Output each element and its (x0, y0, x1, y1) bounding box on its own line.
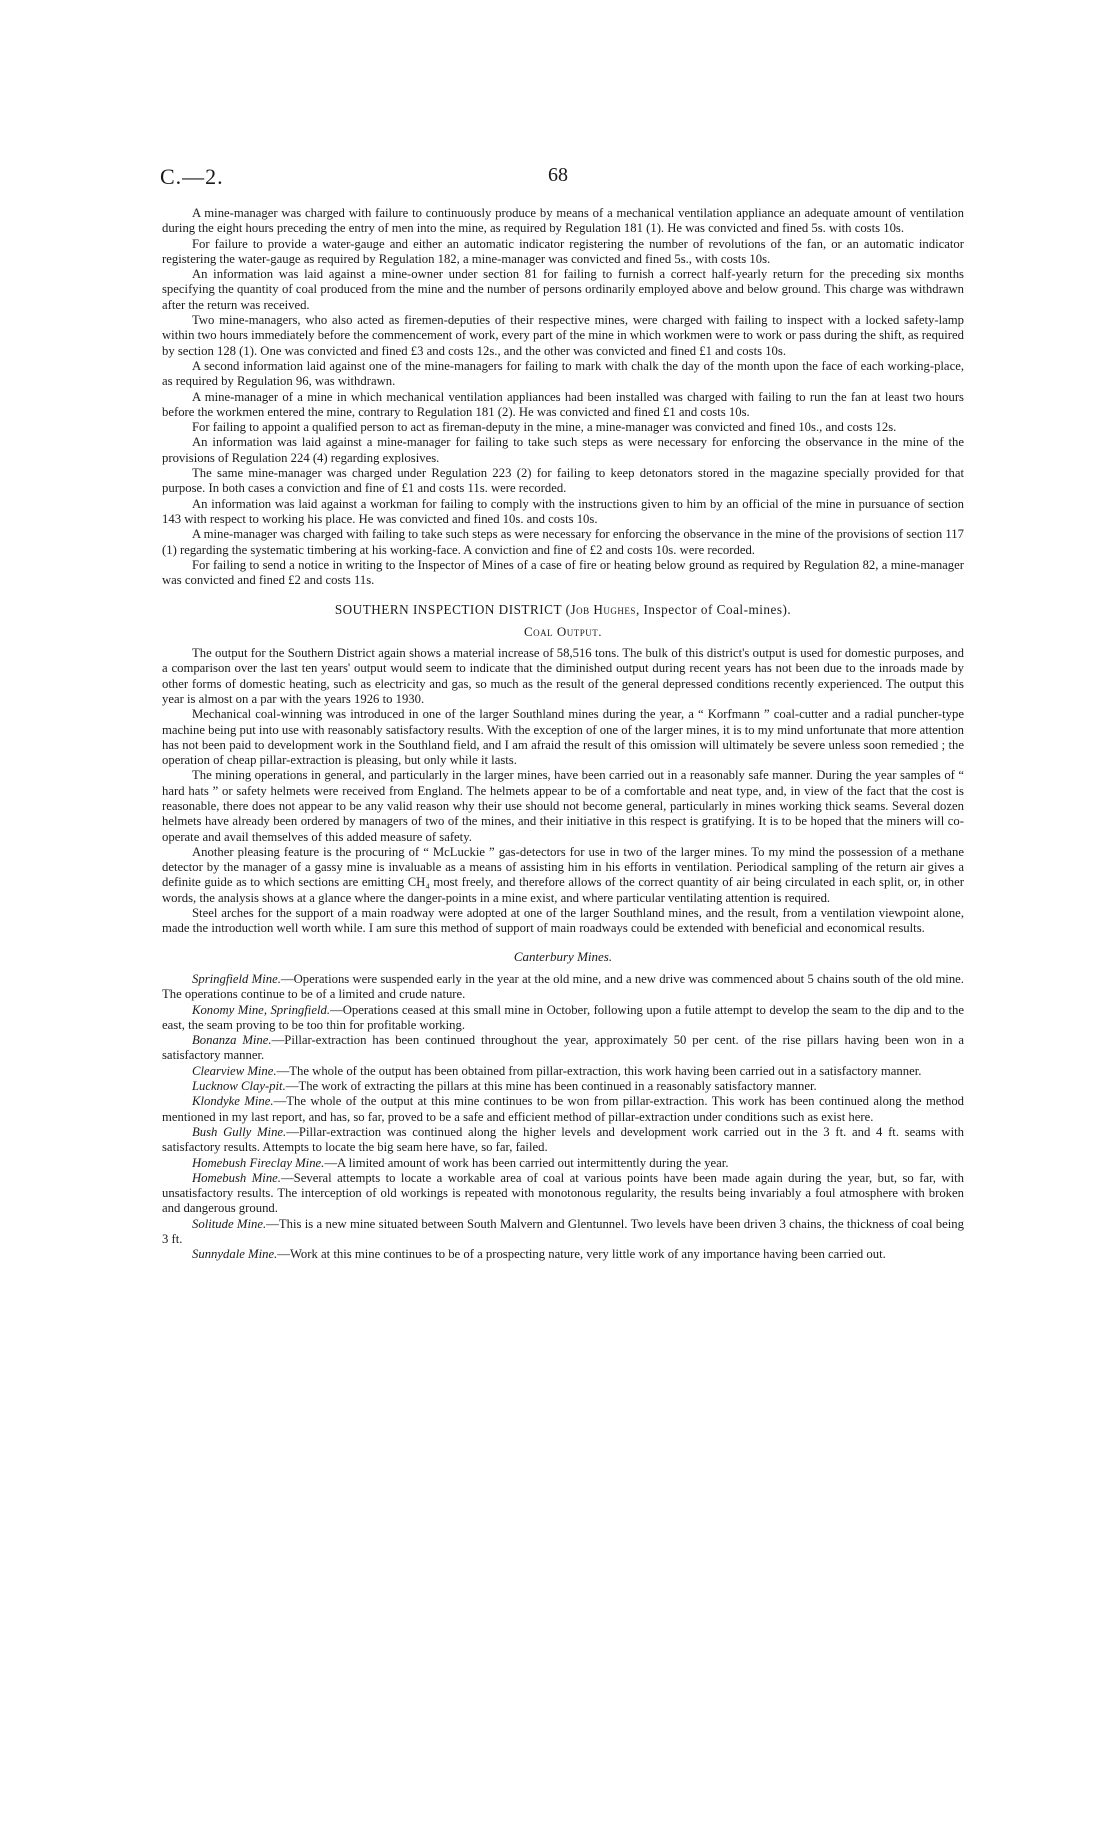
mine-paragraph (162, 1171, 964, 1217)
paragraph: An information was laid against a mine-owner under section 81 for failing to furnish a correct half-yearly return for the preceding six months specifying the quantity of coal produced from the mine and the number of persons ordinarily employed above and below ground. This charge was withdrawn after the return was received. (162, 267, 964, 312)
mine-paragraph (162, 1094, 964, 1125)
paragraph: A second information laid against one of the mine-managers for failing to mark with chalk the day of the month upon the face of each working-place, as required by Regulation 96, was withdrawn. (162, 358, 964, 389)
paragraph: An information was laid against a workman for failing to comply with the instructions given to him by an official of the mine in pursuance of section 143 with respect to working his place. He was convicted and fined 10s. and costs 10s. (162, 496, 964, 526)
mine-name: Bonanza Mine. (192, 1033, 272, 1048)
mine-text: —The whole of the output has been obtained from pillar-extraction, this work having been carried out in a satisfactory manner. (276, 1063, 922, 1078)
mine-paragraph (162, 1125, 964, 1156)
mine-paragraph (162, 1247, 964, 1262)
paragraph: An information was laid against a mine-manager for failing to take such steps as were necessary for enforcing the observance in the mine of the provisions of Regulation 224 (4) regarding explosives. (162, 435, 964, 465)
mine-text: —Pillar-extraction was continued along the higher levels and development work carried out in the 3 ft. and 4 ft. seams with satisfactory results. Attempts to locate the big seam here have, so far, failed. (162, 1124, 964, 1155)
paragraph: Another pleasing feature is the procuring of “ McLuckie ” gas-detectors for use in two of the larger mines. To my mind the possession of a methane detector by the manager of a gassy mine is invaluable as a means of assisting him in his efforts in ventilation. Periodical sampling of the return air gives a definite guide as to which sections are emitting CH₄ most freely, and therefore allows of the correct quantity of air being circulated in each split, or, in other words, the analysis shows at a glance where the danger-points in a mine exist, and where particular ventilating attention is required. (162, 844, 964, 905)
mine-name: Lucknow Clay-pit. (192, 1079, 286, 1094)
mine-paragraph (162, 1217, 964, 1248)
page-number: 68 (548, 164, 568, 186)
paragraph: For failure to provide a water-gauge and either an automatic indicator registering the number of revolutions of the fan, or an automatic indicator registering the water-gauge as required by Regulation 182, a mine-manager was convicted and fined 5s., with costs 10s. (162, 236, 964, 266)
paragraph: The same mine-manager was charged under Regulation 223 (2) for failing to keep detonators stored in the magazine specially provided for that purpose. In both cases a conviction and fine of £1 and costs 11s. were recorded. (162, 466, 964, 496)
paragraph: For failing to appoint a qualified person to act as fireman-deputy in the mine, a mine-manager was convicted and fined 10s., and costs 12s. (192, 420, 897, 435)
mine-text: —This is a new mine situated between South Malvern and Glentunnel. Two levels have been driven 3 chains, the thickness of coal being 3 ft. (162, 1216, 964, 1246)
section-heading (162, 602, 964, 617)
mine-paragraph (162, 1156, 964, 1171)
mine-name: Konomy Mine, Springfield. (192, 1002, 331, 1017)
mine-name: Sunnydale Mine. (192, 1247, 278, 1262)
paragraph: The output for the Southern District again shows a material increase of 58,516 tons. The bulk of this district's output is used for domestic purposes, and a comparison over the last ten years' output would seem to indicate that the diminished output during recent years has not been due to the inroads made by other forms of domestic heating, such as electricity and gas, so much as the result of the general depressed conditions recently experienced. The output this year is almost on a par with the years 1926 to 1930. (162, 646, 964, 706)
mine-text: —The whole of the output at this mine continues to be won from pillar-extraction. This work has been continued along the method mentioned in my last report, and has, so far, proved to be a safe and efficient method of pillar-extraction under conditions such as exist here. (162, 1094, 965, 1124)
mine-name: Homebush Fireclay Mine. (192, 1155, 325, 1170)
report-code: C.—2. (160, 164, 224, 189)
paragraph: A mine-manager of a mine in which mechanical ventilation appliances had been installed was charged with failing to run the fan at least two hours before the workmen entered the mine, contrary to Regulation 181 (2). He was convicted and fined £1 and costs 10s. (162, 389, 964, 419)
body-text (162, 206, 964, 1263)
mine-name: Bush Gully Mine. (192, 1124, 287, 1139)
mine-text: —Work at this mine continues to be of a prospecting nature, very little work of any importance having been carried out. (277, 1247, 886, 1262)
mine-paragraph (162, 1003, 964, 1034)
paragraph: The mining operations in general, and particularly in the larger mines, have been carried out in a reasonably safe manner. During the year samples of “ hard hats ” or safety helmets were received from England. The helmets appear to be of a comfortable and neat type, and, in view of the fact that the cost is reasonable, there does not appear to be any valid reason why their use should not become general, particularly in mines working thick seams. Several dozen helmets have already been ordered by managers of two of the mines, and their initiative in this respect is gratifying. It is to be hoped that the miners will co-operate and avail themselves of this added measure of safety. (162, 768, 964, 844)
paragraph: For failing to send a notice in writing to the Inspector of Mines of a case of fire or heating below ground as required by Regulation 82, a mine-manager was convicted and fined £2 and costs 11s. (162, 557, 964, 588)
mine-paragraph (162, 972, 964, 1003)
mine-text: —Several attempts to locate a workable area of coal at various points have been made again during the year, but, so far, with unsatisfactory results. The interception of old workings is repeated with monotonous regularity, the results being invariably a foul atmosphere with broken and dangerous ground. (162, 1170, 964, 1216)
mine-name: Clearview Mine. (192, 1063, 277, 1078)
mine-text: —Pillar-extraction has been continued throughout the year, approximately 50 per cent. of the rise pillars having been won in a satisfactory manner. (162, 1033, 964, 1063)
mine-paragraph (162, 1033, 964, 1064)
mine-text: —The work of extracting the pillars at this mine has been continued in a reasonably satisfactory manner. (285, 1079, 817, 1094)
section-heading-suffix: , Inspector of Coal-mines). (635, 602, 792, 618)
paragraph: A mine-manager was charged with failure to continuously produce by means of a mechanical ventilation appliance an adequate amount of ventilation during the eight hours preceding the entry of men into the mine, as required by Regulation 181 (1). He was convicted and fined 5s. with costs 10s. (162, 206, 964, 236)
mine-text: —Operations were suspended early in the year at the old mine, and a new drive was commenced about 5 chains south of the old mine. The operations continue to be of a limited and crude nature. (162, 971, 964, 1002)
inspector-name: Job Hughes (570, 602, 636, 618)
mine-paragraph (162, 1079, 964, 1094)
paragraph: Two mine-managers, who also acted as firemen-deputies of their respective mines, were charged with failing to inspect with a locked safety-lamp within two hours immediately before the commencement of work, every part of the mine in which workmen were to work or pass during the shift, as required by section 128 (1). One was convicted and fined £3 and costs 12s., and the other was convicted and fined £1 and costs 10s. (162, 313, 964, 358)
mine-name: Homebush Mine. (192, 1170, 281, 1185)
mine-name: Solitude Mine. (192, 1216, 267, 1231)
paragraph: Steel arches for the support of a main roadway were adopted at one of the larger Southland mines, and the result, from a ventilation viewpoint alone, made the introduction well worth while. I am sure this method of support of main roadways could be extended with beneficial and economical results. (162, 906, 964, 936)
section-heading-prefix: SOUTHERN INSPECTION DISTRICT ( (334, 602, 571, 618)
mine-text: —Operations ceased at this small mine in October, following upon a futile attempt to develop the seam to the dip and to the east, the seam proving to be too thin for profitable working. (162, 1002, 964, 1032)
mine-paragraph (162, 1064, 964, 1079)
paragraph: Mechanical coal-winning was introduced in one of the larger Southland mines during the year, a “ Korfmann ” coal-cutter and a radial puncher-type machine being put into use with reasonably satisfactory results. With the exception of one of the larger mines, it is to my mind unfortunate that more attention has not been paid to development work in the Southland field, and I am afraid the result of this omission will ultimately be severe unless soon remedied ; the operation of cheap pillar-extraction is pleasing, but only while it lasts. (162, 707, 964, 768)
mine-name: Klondyke Mine. (192, 1094, 274, 1109)
mine-name: Springfield Mine. (192, 971, 281, 986)
coal-output-heading: Coal Output. (523, 623, 603, 639)
mine-text: —A limited amount of work has been carried out intermittently during the year. (324, 1155, 729, 1170)
paragraph: A mine-manager was charged with failing to take such steps as were necessary for enforcing the observance in the mine of the provisions of section 117 (1) regarding the systematic timbering at his working-face. A conviction and fine of £2 and costs 10s. were recorded. (162, 527, 964, 557)
canterbury-heading: Canterbury Mines. (513, 948, 613, 964)
